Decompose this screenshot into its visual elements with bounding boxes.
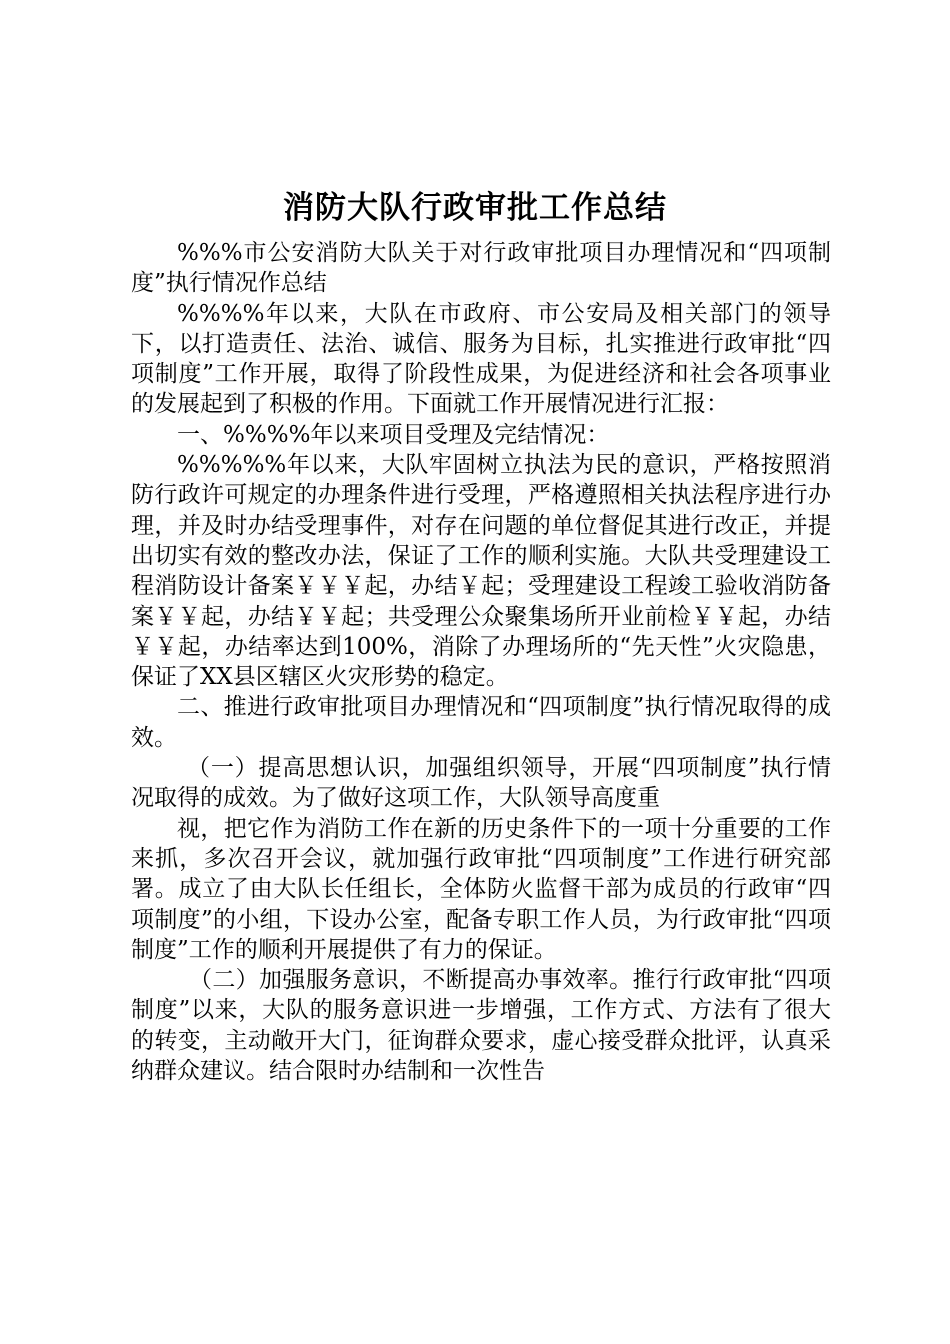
paragraph-intro: %%%市公安消防大队关于对行政审批项目办理情况和“四项制度”执行情况作总结 xyxy=(131,240,831,297)
paragraph-overview: %%%%年以来，大队在市政府、市公安局及相关部门的领导下，以打造责任、法治、诚信、服务为目标，扎实推进行政审批“四项制度”工作开展，取得了阶段性成果，为促进经济和社会各项事业的发展起到了积极的作用。下面就工作开展情况进行汇报： xyxy=(131,300,831,418)
paragraph-leadership: 视，把它作为消防工作在新的历史条件下的一项十分重要的工作来抓，多次召开会议，就加强行政审批“四项制度”工作进行研究部署。成立了由大队长任组长，全体防火监督干部为成员的行政审“四项制度”的小组，下设办公室，配备专职工作人员，为行政审批“四项制度”工作的顺利开展提供了有力的保证。 xyxy=(131,815,831,963)
subsection-heading-2: （二）加强服务意识，不断提高办事效率。推行行政审批“四项制度”以来，大队的服务意识进一步增强，工作方式、方法有了很大的转变，主动敞开大门，征询群众要求，虚心接受群众批评，认真采纳群众建议。结合限时办结制和一次性告 xyxy=(131,967,831,1085)
section-heading-1: 一、%%%%年以来项目受理及完结情况： xyxy=(177,421,610,448)
section-heading-2: 二、推进行政审批项目办理情况和“四项制度”执行情况取得的成效。 xyxy=(131,694,831,751)
document-title: 消防大队行政审批工作总结 xyxy=(283,190,667,226)
document-body xyxy=(131,238,831,1086)
paragraph-acceptance: %%%%%年以来，大队牢固树立执法为民的意识，严格按照消防行政许可规定的办理条件进行受理，严格遵照相关执法程序进行办理，并及时办结受理事件，对存在问题的单位督促其进行改正，并提出切实有效的整改办法，保证了工作的顺利实施。大队共受理建设工程消防设计备案￥￥￥起，办结￥起；受理建设工程竣工验收消防备案￥￥起，办结￥￥起；共受理公众聚集场所开业前检￥￥起，办结￥￥起，办结率达到100%，消除了办理场所的“先天性”火灾隐患，保证了XX县区辖区火灾形势的稳定。 xyxy=(131,452,831,691)
subsection-heading-1: （一）提高思想认识，加强组织领导，开展“四项制度”执行情况取得的成效。为了做好这项工作，大队领导高度重 xyxy=(131,755,831,812)
